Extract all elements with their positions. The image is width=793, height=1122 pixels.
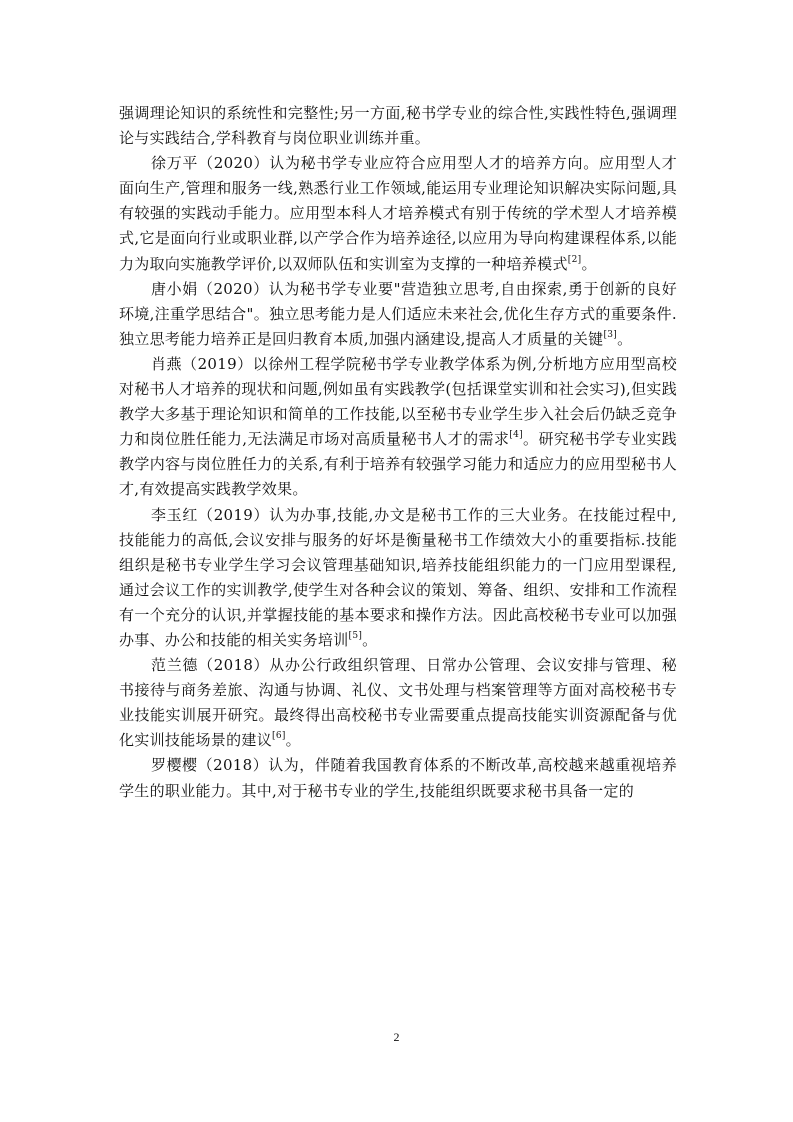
paragraph-2: 徐万平（2020）认为秘书学专业应符合应用型人才的培养方向。应用型人才面向生产,管理和服务一线,熟悉行业工作领域,能运用专业理论知识解决实际问题,具有较强的实践动手能力。应用型本科人才培养模式有别于传统的学术型人才培养模式,它是面向行业或职业群,以产学合作为培养途径,以应用为导向构建课程体系,以能力为取向实施教学评价,以双师队伍和实训室为支撑的一种培养模式[2]。 (119, 154, 677, 273)
paragraph-1: 强调理论知识的系统性和完整性;另一方面,秘书学专业的综合性,实践性特色,强调理论与实践结合,学科教育与岗位职业训练并重。 (119, 104, 677, 148)
body-text (119, 101, 677, 804)
citation-ref: [3] (603, 329, 618, 340)
citation-ref: [5] (348, 630, 363, 641)
paragraph-7: 罗樱樱（2018）认为，伴随着我国教育体系的不断改革,高校越来越重视培养学生的职业能力。其中,对于秘书专业的学生,技能组织既要求秘书具备一定的 (119, 756, 677, 800)
paragraph-6: 范兰德（2018）从办公行政组织管理、日常办公管理、会议安排与管理、秘书接待与商务差旅、沟通与协调、礼仪、文书处理与档案管理等方面对高校秘书专业技能实训展开研究。最终得出高校秘书专业需要重点提高技能实训资源配备与优化实训技能场景的建议[6]。 (119, 656, 677, 750)
paragraph-3: 唐小娟（2020）认为秘书学专业要"营造独立思考,自由探索,勇于创新的良好环境,注重学思结合"。独立思考能力是人们适应未来社会,优化生存方式的重要条件.独立思考能力培养正是回归教育本质,加强内涵建设,提高人才质量的关键[3]。 (119, 279, 677, 348)
page-number: 2 (393, 1030, 400, 1044)
citation-ref: [6] (272, 731, 286, 742)
paragraph-4: 肖燕（2019）以徐州工程学院秘书学专业教学体系为例,分析地方应用型高校对秘书人才培养的现状和问题,例如虽有实践教学(包括课堂实训和社会实习),但实践教学大多基于理论知识和简单的工作技能,以至秘书专业学生步入社会后仍缺乏竞争力和岗位胜任能力,无法满足市场对高质量秘书人才的需求[4]。研究秘书学专业实践教学内容与岗位胜任力的关系,有利于培养有较强学习能力和适应力的应用型秘书人才,有效提高实践教学效果。 (119, 354, 677, 499)
citation-ref: [2] (567, 254, 582, 265)
citation-ref: [4] (509, 430, 523, 441)
paragraph-5: 李玉红（2019）认为办事,技能,办文是秘书工作的三大业务。在技能过程中,技能能力的高低,会议安排与服务的好坏是衡量秘书工作绩效大小的重要指标.技能组织是秘书专业学生学习会议管理基础知识,培养技能组织能力的一门应用型课程,通过会议工作的实训教学,使学生对各种会议的策划、筹备、组织、安排和工作流程有一个充分的认识,并掌握技能的基本要求和操作方法。因此高校秘书专业可以加强办事、办公和技能的相关实务培训[5]。 (119, 505, 677, 649)
